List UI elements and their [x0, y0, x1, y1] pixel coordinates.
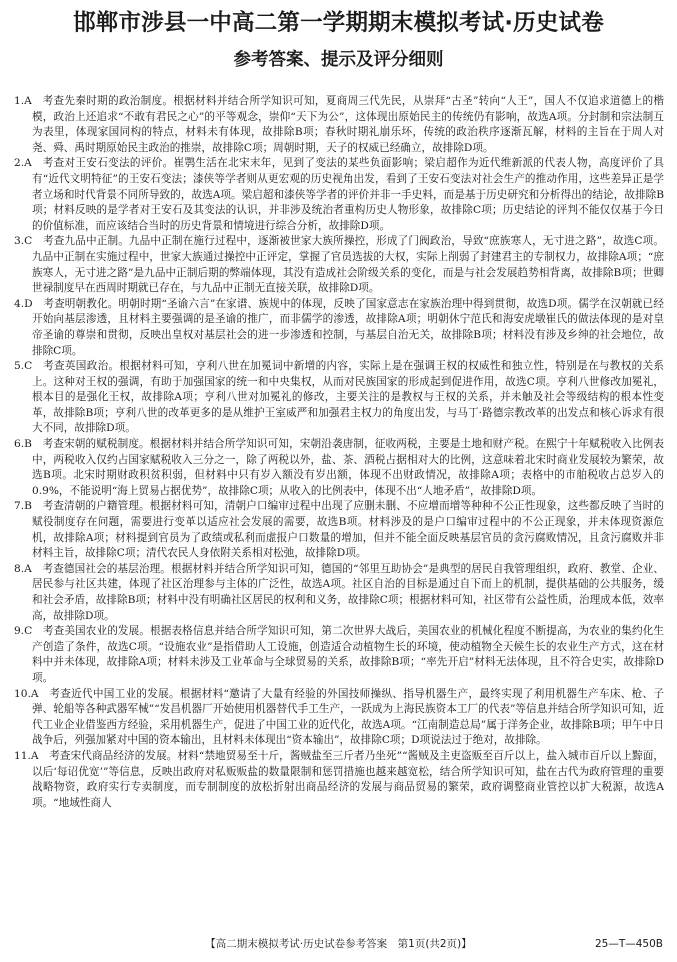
page-subtitle: 参考答案、提示及评分细则: [233, 50, 444, 70]
item-answer: A: [30, 749, 39, 762]
item-number: 2.: [14, 157, 25, 170]
page-title: 邯郸市涉县一中高二第一学期期末模拟考试·历史试卷: [73, 10, 604, 36]
item-answer: C: [24, 360, 33, 373]
item-number: 6.: [14, 438, 25, 451]
item-number: 1.: [14, 95, 25, 107]
answer-item: [14, 359, 664, 437]
answer-item: [14, 94, 664, 156]
item-explanation: 考查对王安石变法的评价。崔鹗生活在北宋末年，见到了变法的某些负面影响；梁启超作为近代维新派的代表人物，高度评价了具有“近代文明特征”的王安石变法；漆侠等学者则从更宏观的历史视角出发，看到了王安石变法对社会生产的推动作用，这些差异正是学者立场和时代背景不同所导致的，故选A项。梁启超和漆侠等学者的评价并非一手史料，而是基于历史研究和分析得出的结论，故排除B项；材料反映的是学者对王安石及其变法的认识，并非涉及统治者重构历史人物形象，故排除C项；历史结论的评判不能仅仅基于今日的价值标准，而应该结合当时的历史背景和情境进行综合分析，故排除D项。: [32, 157, 664, 232]
item-answer: A: [24, 95, 32, 107]
item-explanation: 考查宋代商品经济的发展。材料“禁地贸易至十斤，酱贼盐至三斤者乃坐死”“酱贼及主吏盗贩至百斤以上，盐入城市百斤以上黥面，以后‘每诏优宽’”等信息，反映出政府对私贩贩盐的数量限制和惩罚措施也越来越宽松，结合所学知识可知，盐在古代为政府管理的重要战略物资，政府实行专卖制度，而专制制度的放松折射出商品经济的发展与商品贸易的繁荣，政府调整商业管控以扩大税源，故选A项。“地域性商人: [32, 749, 664, 809]
item-number: 11.: [14, 749, 31, 762]
answer-item: [14, 297, 664, 359]
answer-item: [14, 749, 664, 811]
item-explanation: 考查美国农业的发展。根据表格信息并结合所学知识可知，第二次世界大战后，美国农业的机械化程度不断提高，为农业的集约化生产创造了条件，故选C项。“设施农业”是指借助人工设施，创造适合动植物生长的环境，使动植物全天候生长的农业生产方式，这在材料中并未体现，故排除A项；材料未涉及工业革命与全球贸易的关系，故排除B项；“率先开启”材料无法体现，且不符合史实，故排除D项。: [32, 625, 664, 684]
item-answer: C: [24, 235, 33, 248]
item-answer: B: [24, 500, 32, 513]
item-number: 5.: [14, 360, 25, 373]
item-answer: A: [30, 687, 39, 700]
page-footer: [0, 935, 677, 953]
item-answer: C: [24, 625, 33, 638]
item-number: 9.: [14, 625, 25, 638]
item-explanation: 考查德国社会的基层治理。根据材料并结合所学知识可知，德国的“邻里互助协会”是典型的居民自我管理组织，政府、教堂、企业、居民参与社区共建，体现了社区治理参与主体的广泛性，故选A项。社区自治的目标是通过自下而上的机制，提供基础的公共服务，缓和社会矛盾，故排除B项；材料中没有明确社区居民的权利和义务，故排除C项；根据材料可知，社区带有公益性质，治理成本低，效率高，故排除D项。: [32, 562, 664, 622]
item-explanation: 考查清朝的户籍管理。根据材料可知，清朝户口编审过程中出现了应删未删、不应增而增等种种不公正性现象，这些都反映了当时的赋役制度存在问题，需要进行变革以适应社会发展的需要，故选B项。材料涉及的是户口编审过程中的不公正现象，并未体现资源危机，故排除A项；材料提到官员为了政绩或私利而虚报户口数量的增加，但并不能全面反映基层官员的贪污腐败情况，且贪污腐败并非材料主旨，故排除C项；清代农民人身依附关系相对松弛，故排除D项。: [32, 500, 664, 560]
answer-item: [14, 156, 664, 234]
item-number: 10.: [14, 687, 31, 700]
answer-body: [14, 94, 664, 930]
item-explanation: 考查明朝教化。明朝时期“圣谕六言”在家谱、族规中的体现，反映了国家意志在家族治理中得到贯彻，故选D项。儒学在汉朝就已经开始向基层渗透，且材料主要强调的是圣谕的推广，而非儒学的渗透，故排除A项；明朝休宁范氏和海安虎墩崔氏的做法体现的是对皇帝圣谕的尊崇和贯彻，反映出皇权对基层社会的进一步渗透和控制，与基层自治无关，故排除B项；材料没有涉及乡绅的社会地位，故排除C项。: [32, 297, 664, 357]
footer-text: 【高二期末模拟考试·历史试卷参考答案 第1页(共2页)】: [205, 938, 472, 950]
item-answer: D: [24, 297, 33, 310]
item-explanation: 考查九品中正制。九品中正制在施行过程中，逐渐被世家大族所操控，形成了门阀政治，导致“庶族寒人，无寸进之路”，故选C项。九品中正制在实施过程中，世家大族通过操控中正评定，掌握了官员选拔的大权，实际上削弱了封建君主的专制权力，故排除A项；“庶族寒人，无寸进之路”是九品中正制后期的弊端体现，其没有造成社会阶级关系的变化，而是与社会发展趋势相背离，故排除B项；世卿世禄制度早在西周时期就已存在，与九品中正制无直接关联，故排除D项。: [32, 235, 664, 295]
item-explanation: 考查先秦时期的政治制度。根据材料并结合所学知识可知，夏商周三代先民，从崇拜“古圣”转向“人王”，国人不仅追求道德上的楷模，政治上还追求“不敢有君民之心”的平等观念，崇仰“天下为公”，这体现出原始民主的传统仍有影响，故选A项。分封制和宗法制互为表里，体现家国同构的特点，材料未有体现，故排除B项；春秋时期礼崩乐坏，传统的政治秩序逐渐瓦解，材料的主旨在于周人对尧、舜、禹时期原始民主政治的推崇，故排除C项；周朝时期，天子的权威已经确立，故排除D项。: [32, 95, 664, 154]
item-number: 4.: [14, 297, 25, 310]
item-number: 7.: [14, 500, 25, 513]
item-explanation: 考查英国政治。根据材料可知，亨利八世在加冕词中新增的内容，实际上是在强调王权的权威性和独立性，特别是在与教权的关系上。这种对王权的强调，有助于加强国家的统一和中央集权，从而对民族国家的形成起到促进作用，故选C项。亨利八世修改加冕礼，根本目的是强化王权，故排除A项；亨利八世对加冕礼的修改，主要关注的是教权与王权的关系，并未触及社会等级结构的根本性变革，故排除B项；亨利八世的改革更多的是从维护王室威严和加强君主权力的角度出发，与马丁·路德宗教改革的出发点和核心诉求有很大不同，故排除D项。: [32, 360, 664, 435]
answer-item: [14, 687, 664, 749]
answer-item: [14, 499, 664, 561]
footer-code: 25—T—450B: [594, 938, 663, 950]
answer-item: [14, 437, 664, 499]
answer-item: [14, 562, 664, 624]
item-explanation: 考查宋朝的赋税制度。根据材料并结合所学知识可知，宋朝沿袭唐制，征收两税，主要是土地和财产税。在熙宁十年赋税收入比例表中，两税收入仅约占国家赋税收入三分之一，除了两税以外，盐、茶、酒税占据相对大的比例，这意味着北宋时商业发展较为繁荣，故选B项。北宋时期财政积贫积弱，但材料中只有岁入额没有岁出额，体现不出财政情况，故排除A项；表格中的市舶税收占总岁入的0.9%，不能说明“海上贸易占据优势”，故排除C项；从收入的比例表中，体现不出“人地矛盾”，故排除D项。: [32, 438, 664, 497]
item-answer: A: [24, 562, 32, 575]
item-answer: B: [24, 438, 32, 451]
item-answer: A: [24, 157, 32, 170]
answer-item: [14, 624, 664, 686]
item-number: 3.: [14, 235, 25, 248]
item-number: 8.: [14, 562, 25, 575]
answer-item: [14, 234, 664, 296]
item-explanation: 考查近代中国工业的发展。根据材料“邀请了大量有经验的外国技师操纵、指导机器生产，最终实现了利用机器生产车床、枪、子弹、轮船等各种武器军械”“发昌机器厂开始使用机器替代手工生产，一跃成为上海民族资本工厂的代表”等信息并结合所学知识可知，近代工业企业借鉴西方经验，采用机器生产，促进了中国工业的近代化，故选A项。“江南制造总局”属于洋务企业，故排除B项；甲午中日战争后，列强加紧对中国的资本输出，且材料未体现出“资本输出”，故排除C项；D项说法过于绝对，故排除。: [32, 687, 664, 747]
